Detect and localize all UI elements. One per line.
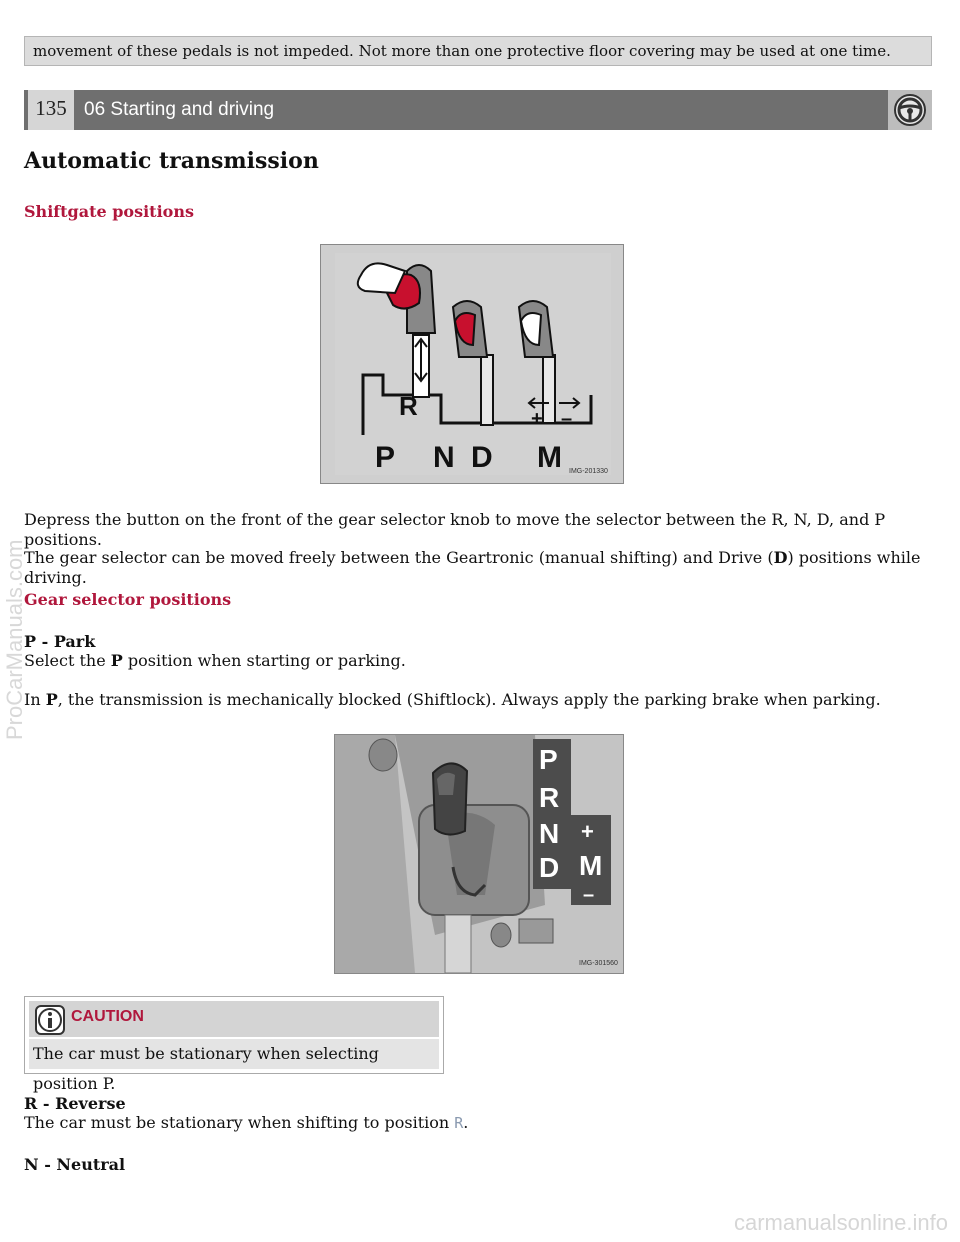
chapter-title: 06 Starting and driving — [84, 99, 275, 120]
caution-text: The car must be stationary when selecting position P. — [29, 1039, 439, 1069]
steering-wheel-icon — [888, 90, 932, 130]
park-text: Select the P position when starting or parking. — [24, 651, 406, 670]
gate-label-n: N — [433, 441, 455, 474]
panel-label-n: N — [539, 818, 560, 849]
gate-label-plus: + — [531, 408, 543, 430]
gate-label-r: R — [399, 391, 418, 421]
gear-selector-heading: Gear selector positions — [24, 590, 232, 609]
chapter-header — [24, 90, 932, 130]
panel-label-m: M — [579, 850, 603, 881]
bottom-watermark: carmanualsonline.info — [733, 1210, 948, 1235]
park-heading: P - Park — [24, 632, 96, 651]
shiftgate-heading: Shiftgate positions — [24, 202, 194, 221]
figure-code-2: IMG-301560 — [579, 960, 618, 967]
top-note: movement of these pedals is not impeded. Not more than one protective floor covering may be used at one time. — [24, 36, 932, 66]
panel-label-plus: + — [581, 819, 594, 844]
panel-label-r: R — [539, 782, 560, 813]
shiftgate-para-1: Depress the button on the front of the gear selector knob to move the selector between the R, N, D, and P positions. — [24, 510, 886, 549]
gate-label-p: P — [375, 441, 396, 474]
gate-label-m: M — [537, 441, 562, 474]
reverse-text: The car must be stationary when shifting to position R. — [24, 1113, 469, 1132]
gear-console-figure — [334, 734, 624, 974]
panel-label-minus: – — [583, 884, 595, 906]
gate-label-minus: – — [561, 408, 573, 430]
panel-label-d: D — [539, 852, 560, 883]
page-title: Automatic transmission — [24, 148, 319, 174]
caution-box — [24, 996, 444, 1093]
figure-code: IMG-201330 — [569, 468, 608, 475]
page-number: 135 — [28, 90, 74, 130]
caution-title: CAUTION — [71, 1008, 144, 1025]
caution-header — [29, 1001, 439, 1037]
shiftgate-figure — [320, 244, 624, 484]
panel-label-p: P — [539, 744, 558, 775]
shiftgate-para-2: The gear selector can be moved freely between the Geartronic (manual shifting) and Drive (D) positions while driving. — [24, 548, 921, 587]
neutral-heading: N - Neutral — [24, 1155, 126, 1174]
side-watermark: ProCarManuals.com — [2, 539, 27, 740]
info-icon — [35, 1005, 65, 1035]
park-text-2: In P, the transmission is mechanically blocked (Shiftlock). Always apply the parking brake when parking. — [24, 690, 881, 709]
gate-label-d: D — [471, 441, 493, 474]
reverse-heading: R - Reverse — [24, 1094, 126, 1113]
